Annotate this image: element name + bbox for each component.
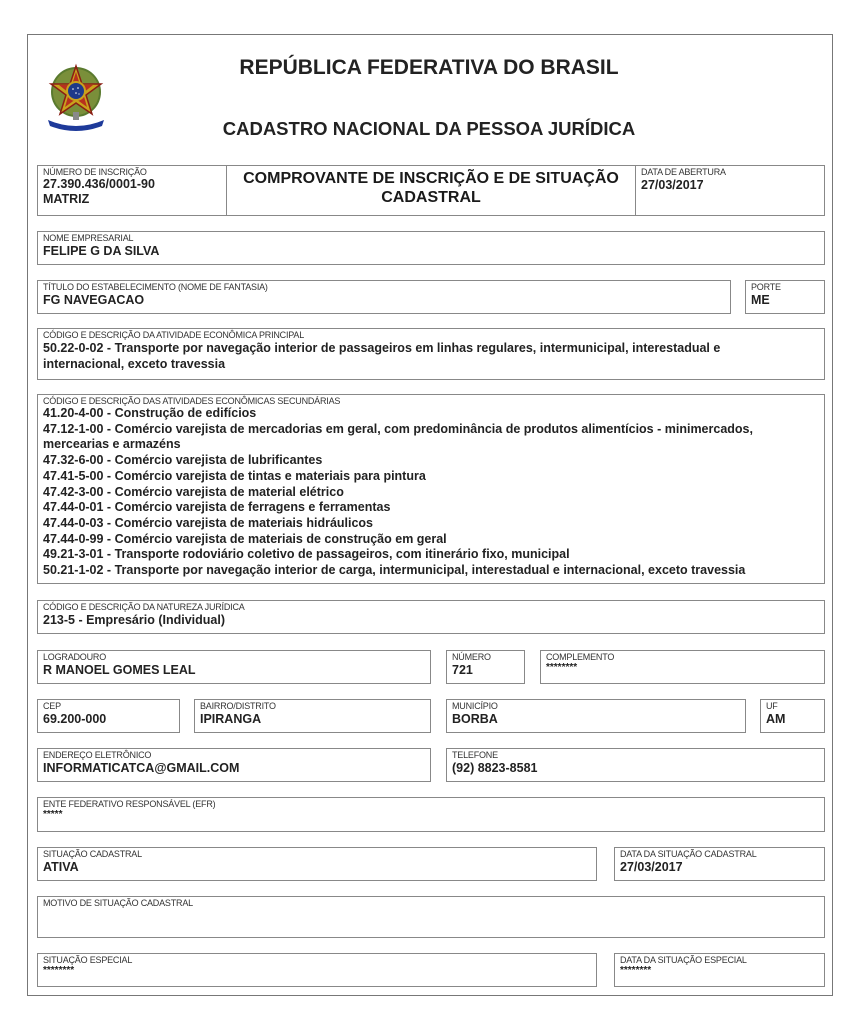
situacao-especial-field xyxy=(37,953,597,987)
list-item: 41.20-4-00 - Construção de edifícios xyxy=(43,406,257,420)
bairro-label: BAIRRO/DISTRITO xyxy=(200,701,276,711)
titulo-label: TÍTULO DO ESTABELECIMENTO (NOME DE FANTASIA) xyxy=(43,282,268,292)
data-situacao-especial-label: DATA DA SITUAÇÃO ESPECIAL xyxy=(620,955,747,965)
data-situacao-field xyxy=(614,847,825,881)
atividade-principal-label: CÓDIGO E DESCRIÇÃO DA ATIVIDADE ECONÔMICA PRINCIPAL xyxy=(43,330,305,340)
uf-label: UF xyxy=(766,701,778,711)
list-item: 47.42-3-00 - Comércio varejista de material elétrico xyxy=(43,484,344,499)
uf-field xyxy=(760,699,825,733)
cep-label: CEP xyxy=(43,701,61,711)
situacao-especial-value: ******** xyxy=(43,965,75,976)
complemento-label: COMPLEMENTO xyxy=(546,652,615,662)
efr-field xyxy=(37,797,825,832)
cep-field xyxy=(37,699,180,733)
nome-empresarial-value: FELIPE G DA SILVA xyxy=(43,244,160,258)
bairro-field xyxy=(194,699,431,733)
data-situacao-value: 27/03/2017 xyxy=(620,860,683,874)
uf-value: AM xyxy=(766,712,786,726)
document-title-box xyxy=(226,165,636,216)
situacao-value: ATIVA xyxy=(43,860,79,874)
numero-label: NÚMERO xyxy=(452,652,491,662)
list-item: 47.32-6-00 - Comércio varejista de lubrificantes xyxy=(43,453,323,468)
motivo-field xyxy=(37,896,825,938)
titulo-value: FG NAVEGACAO xyxy=(43,293,145,307)
document-title-line2: CADASTRAL xyxy=(381,189,481,206)
list-item: 47.41-5-00 - Comércio varejista de tintas e materiais para pintura xyxy=(43,468,426,483)
list-item: 49.21-3-01 - Transporte rodoviário coletivo de passageiros, com itinerário fixo, municipal xyxy=(43,547,570,562)
abertura-label: DATA DE ABERTURA xyxy=(641,167,726,177)
municipio-label: MUNICÍPIO xyxy=(452,701,498,711)
inscricao-field xyxy=(37,165,227,216)
telefone-value: (92) 8823-8581 xyxy=(452,761,538,775)
situacao-especial-label: SITUAÇÃO ESPECIAL xyxy=(43,955,133,965)
email-field xyxy=(37,748,431,782)
titulo-field xyxy=(37,280,731,314)
logradouro-value: R MANOEL GOMES LEAL xyxy=(43,663,196,677)
inscricao-label: NÚMERO DE INSCRIÇÃO xyxy=(43,167,147,177)
municipio-value: BORBA xyxy=(452,712,498,726)
atividade-principal-line1: 50.22-0-02 - Transporte por navegação interior de passageiros em linhas regulares, intermunicipal, interestadual e xyxy=(43,341,721,355)
natureza-juridica-field xyxy=(37,600,825,634)
atividade-principal-line2: internacional, exceto travessia xyxy=(43,357,226,371)
telefone-field xyxy=(446,748,825,782)
natureza-juridica-value: 213-5 - Empresário (Individual) xyxy=(43,613,225,627)
bairro-value: IPIRANGA xyxy=(200,712,262,726)
motivo-label: MOTIVO DE SITUAÇÃO CADASTRAL xyxy=(43,898,193,908)
atividade-principal-field xyxy=(37,328,825,380)
registry-title: CADASTRO NACIONAL DA PESSOA JURÍDICA xyxy=(222,118,636,139)
country-title: REPÚBLICA FEDERATIVA DO BRASIL xyxy=(239,56,619,79)
efr-label: ENTE FEDERATIVO RESPONSÁVEL (EFR) xyxy=(43,799,216,809)
list-item: mercearias e armazéns xyxy=(43,437,181,452)
porte-value: ME xyxy=(751,293,770,307)
list-item: 47.44-0-99 - Comércio varejista de materiais de construção em geral xyxy=(43,531,447,546)
natureza-juridica-label: CÓDIGO E DESCRIÇÃO DA NATUREZA JURÍDICA xyxy=(43,602,245,612)
telefone-label: TELEFONE xyxy=(452,750,498,760)
data-situacao-especial-value: ******** xyxy=(620,965,652,976)
email-label: ENDEREÇO ELETRÔNICO xyxy=(43,750,152,760)
logradouro-label: LOGRADOURO xyxy=(43,652,107,662)
list-item: 47.12-1-00 - Comércio varejista de mercadorias em geral, com predominância de produtos alimentícios - minimercados, xyxy=(43,421,753,436)
porte-label: PORTE xyxy=(751,282,781,292)
municipio-field xyxy=(446,699,746,733)
atividades-secundarias-label: CÓDIGO E DESCRIÇÃO DAS ATIVIDADES ECONÔMICAS SECUNDÁRIAS xyxy=(43,396,341,406)
nome-empresarial-field xyxy=(37,231,825,265)
list-item: 47.44-0-03 - Comércio varejista de materiais hidráulicos xyxy=(43,515,374,530)
cnpj-value: 27.390.436/0001-90 xyxy=(43,177,155,191)
document-title-line1: COMPROVANTE DE INSCRIÇÃO E DE SITUAÇÃO xyxy=(243,170,619,187)
situacao-field xyxy=(37,847,597,881)
porte-field xyxy=(745,280,825,314)
complemento-value: ******** xyxy=(546,662,578,673)
efr-value: ***** xyxy=(43,809,63,820)
abertura-value: 27/03/2017 xyxy=(641,178,704,192)
logradouro-field xyxy=(37,650,431,684)
situacao-label: SITUAÇÃO CADASTRAL xyxy=(43,849,142,859)
atividades-secundarias-field xyxy=(37,394,825,584)
numero-value: 721 xyxy=(452,663,473,677)
numero-field xyxy=(446,650,525,684)
data-situacao-especial-field xyxy=(614,953,825,987)
tipo-value: MATRIZ xyxy=(43,192,90,206)
email-value: INFORMATICATCA@GMAIL.COM xyxy=(43,761,240,775)
list-item: 47.44-0-01 - Comércio varejista de ferragens e ferramentas xyxy=(43,500,391,515)
cep-value: 69.200-000 xyxy=(43,712,107,726)
list-item: 50.21-1-02 - Transporte por navegação interior de carga, intermunicipal, interestadual e internacional, exceto travessia xyxy=(43,563,746,578)
complemento-field xyxy=(540,650,825,684)
nome-empresarial-label: NOME EMPRESARIAL xyxy=(43,233,134,243)
abertura-field xyxy=(635,165,825,216)
data-situacao-label: DATA DA SITUAÇÃO CADASTRAL xyxy=(620,849,757,859)
